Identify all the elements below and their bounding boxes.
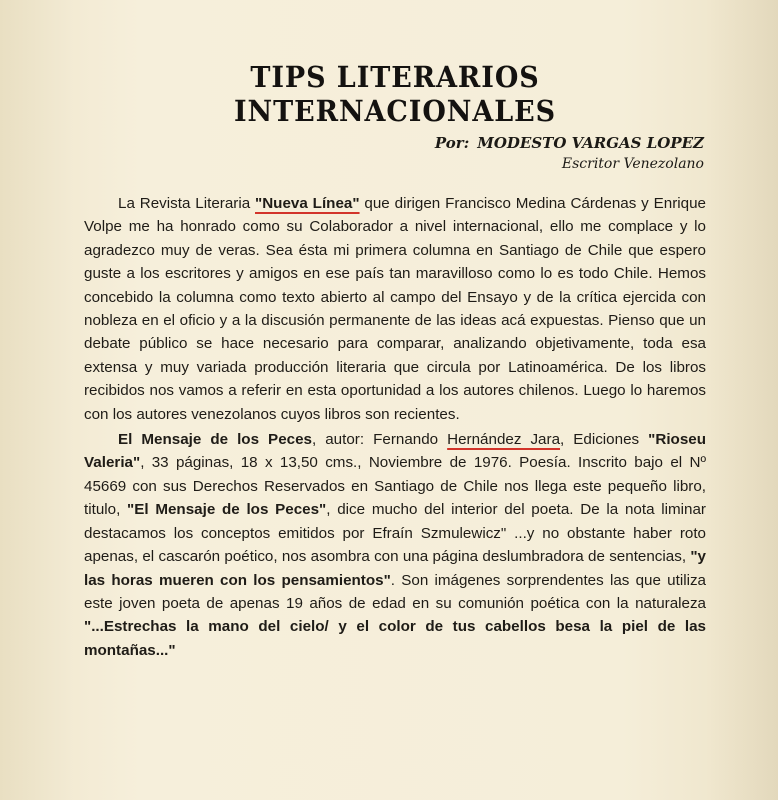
intro-text-1: La Revista Literaria <box>118 195 256 212</box>
review-text-3: , 33 páginas, 18 x 13,50 cms., Noviembre de 1976. Poesía. Inscrito bajo el Nº 45669 con sus Derechos Reservados en Santiago de Chile nos llega este pequeño libro, titulo, <box>84 454 706 519</box>
book-author: Hernández Jara <box>447 431 561 449</box>
author-role: Escritor Venezolano <box>561 156 704 172</box>
paragraph-intro <box>84 192 706 426</box>
page-margin <box>0 0 70 800</box>
article-title: TIPS LITERARIOS INTERNACIONALES <box>233 60 556 128</box>
paragraph-review <box>84 428 706 662</box>
page-edge-shadow <box>706 0 778 800</box>
review-text-2: , Ediciones <box>560 431 649 449</box>
intro-text-2: que dirigen Francisco Medina Cárdenas y Enrique Volpe me ha honrado como su Colaborador a nivel internacional, ello me complace y lo agradezco muy de veras. Sea ésta mi primera columna en Santiago de Chile que espero guste a los escritores y amigos en ese país tan maravilloso como lo es todo Chile. Hemos concebido la columna como texto abierto al campo del Ensayo y de la crítica ejercida con nobleza en el oficio y a la discusión permanente de las ideas acá expuestas. Pienso que un debate público se hace necesario para comparar, analizando objetivamente, toda esa extensa y muy variada producción literaria que circula por Latinoamérica. De los libros recibidos nos vamos a referir en esta oportunidad a los autores chilenos. Luego lo haremos con los autores venezolanos cuyos libros son recientes. <box>84 195 706 423</box>
book-title: El Mensaje de los Peces <box>118 431 312 449</box>
review-text-5: . Son imágenes sorprendentes las que utiliza este joven poeta de apenas 19 años de edad en su comunión poética con la naturaleza <box>84 571 706 612</box>
poem-quote-2: "...Estrechas la mano del cielo/ y el color de tus cabellos besa la piel de las montañas..." <box>84 618 706 659</box>
review-text-1: , autor: Fernando <box>311 431 448 449</box>
byline-prefix: Por: <box>434 134 470 152</box>
author-name: MODESTO VARGAS LOPEZ <box>477 134 704 152</box>
byline <box>84 134 706 152</box>
article-column <box>84 52 706 782</box>
publisher-name: "Rioseu Valeria" <box>84 431 706 472</box>
journal-name: "Nueva Línea" <box>255 195 360 212</box>
book-title-quote: "El Mensaje de los Peces" <box>127 501 327 519</box>
review-text-4: , dice mucho del interior del poeta. De la nota liminar destacamos los conceptos emitidos por Efraín Szmulewicz" ...y no obstante haber roto apenas, el cascarón poético, nos asombra con una página deslumbradora de sentencias, <box>84 501 706 566</box>
poem-quote-1: "y las horas mueren con los pensamientos" <box>84 548 706 589</box>
